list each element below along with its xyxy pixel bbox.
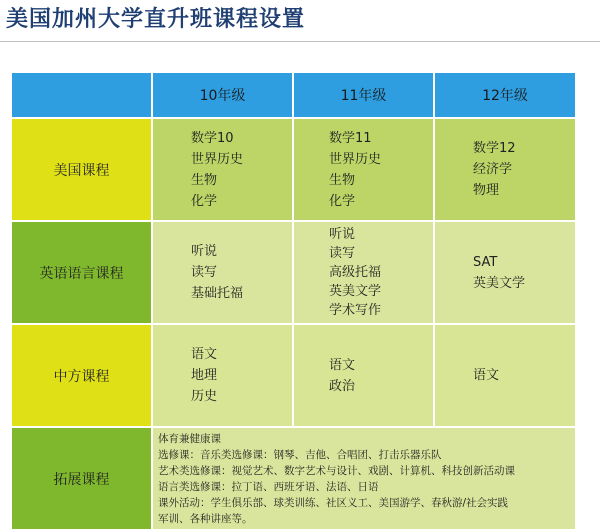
course-item: 语文 <box>329 357 356 373</box>
course-item: 英美文学 <box>473 275 526 291</box>
row-label-us-courses: 美国课程 <box>12 119 151 220</box>
course-item: 生物 <box>329 172 356 188</box>
cell-chinese-grade12 <box>435 325 575 426</box>
extension-line: 军训、各种讲座等。 <box>158 513 253 525</box>
cell-chinese-grade10 <box>153 325 292 426</box>
course-item: 数学12 <box>473 141 516 156</box>
row-label-extension-courses: 拓展课程 <box>12 428 151 529</box>
course-item: 基础托福 <box>191 286 244 301</box>
cell-us-grade11 <box>294 119 433 220</box>
extension-line: 体育兼健康课 <box>158 433 221 445</box>
cell-english-grade12 <box>435 222 575 323</box>
course-item: 听说 <box>329 227 356 242</box>
header-corner <box>12 73 151 117</box>
header-grade-10: 10年级 <box>153 73 292 117</box>
extension-line: 艺术类选修课：视觉艺术、数字艺术与设计、戏剧、计算机、科技创新活动课 <box>158 465 515 477</box>
cell-us-grade12 <box>435 119 575 220</box>
course-item: 世界历史 <box>191 151 244 167</box>
course-item: 历史 <box>191 389 218 404</box>
extension-line: 选修课：音乐类选修课：钢琴、吉他、合唱团、打击乐器乐队 <box>158 449 442 461</box>
cell-english-grade11 <box>294 222 433 323</box>
course-item: 语文 <box>191 347 218 362</box>
row-label-english-courses: 英语语言课程 <box>12 222 151 323</box>
title-divider <box>0 41 600 42</box>
extension-line: 语言类选修课：拉丁语、西班牙语、法语、日语 <box>158 481 379 493</box>
course-item: 物理 <box>473 183 500 198</box>
course-item: 语文 <box>473 368 500 383</box>
course-item: 生物 <box>191 172 218 188</box>
course-item: 化学 <box>329 193 356 209</box>
course-item: SAT <box>473 254 498 270</box>
course-item: 经济学 <box>473 162 513 177</box>
course-item: 数学11 <box>329 130 372 146</box>
course-item: 读写 <box>191 265 218 280</box>
course-item: 政治 <box>329 378 356 394</box>
course-item: 世界历史 <box>329 151 382 167</box>
row-label-chinese-courses: 中方课程 <box>12 325 151 426</box>
cell-english-grade10 <box>153 222 292 323</box>
cell-chinese-grade11 <box>294 325 433 426</box>
header-grade-11: 11年级 <box>294 73 433 117</box>
course-item: 学术写作 <box>329 303 382 318</box>
course-item: 地理 <box>191 368 218 383</box>
cell-us-grade10 <box>153 119 292 220</box>
course-item: 高级托福 <box>329 265 382 280</box>
page-title: 美国加州大学直升班课程设置 <box>6 7 306 32</box>
course-item: 读写 <box>329 246 356 261</box>
course-item: 数学10 <box>191 130 234 146</box>
course-item: 化学 <box>191 193 218 209</box>
header-grade-12: 12年级 <box>435 73 575 117</box>
course-item: 英美文学 <box>329 284 382 299</box>
extension-line: 课外活动：学生俱乐部、球类训练、社区义工、美国游学、春秋游/社会实践 <box>158 497 509 509</box>
course-item: 听说 <box>191 244 218 259</box>
cell-extension-details <box>153 428 575 529</box>
